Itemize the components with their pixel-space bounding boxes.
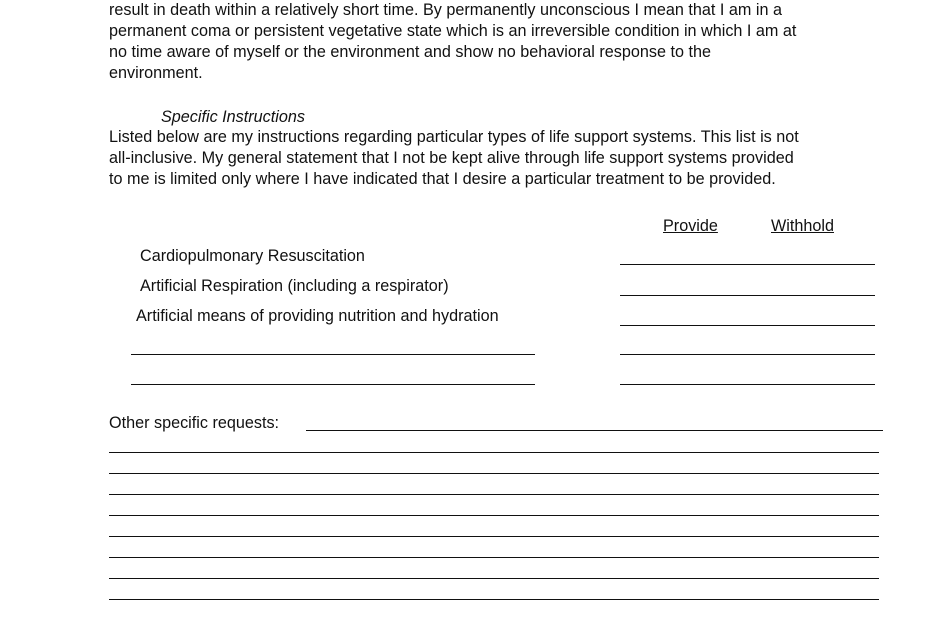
write-in-treatment-line[interactable] bbox=[131, 384, 535, 385]
treatment-respiration: Artificial Respiration (including a respirator) bbox=[140, 277, 449, 295]
other-requests-line[interactable] bbox=[109, 599, 879, 600]
intro-line: no time aware of myself or the environment and show no behavioral response to the bbox=[109, 43, 711, 61]
other-requests-line[interactable] bbox=[109, 515, 879, 516]
write-in-treatment-line[interactable] bbox=[131, 354, 535, 355]
provide-column-header: Provide bbox=[663, 217, 718, 235]
intro-line: environment. bbox=[109, 64, 203, 82]
other-requests-line[interactable] bbox=[109, 578, 879, 579]
other-requests-line[interactable] bbox=[109, 536, 879, 537]
instructions-line: all-inclusive. My general statement that I not be kept alive through life support systems provided bbox=[109, 149, 794, 167]
treatment-cpr: Cardiopulmonary Resuscitation bbox=[140, 247, 365, 265]
specific-instructions-heading: Specific Instructions bbox=[161, 108, 305, 126]
treatment-nutrition: Artificial means of providing nutrition and hydration bbox=[136, 307, 499, 325]
other-requests-line[interactable] bbox=[109, 494, 879, 495]
other-requests-line[interactable] bbox=[109, 473, 879, 474]
instructions-line: Listed below are my instructions regarding particular types of life support systems. This list is not bbox=[109, 128, 799, 146]
intro-paragraph bbox=[109, 0, 899, 84]
specific-instructions-paragraph bbox=[109, 127, 899, 190]
instructions-line: to me is limited only where I have indicated that I desire a particular treatment to be provided. bbox=[109, 170, 776, 188]
withhold-column-header: Withhold bbox=[771, 217, 834, 235]
intro-line: result in death within a relatively short time. By permanently unconscious I mean that I am in a bbox=[109, 1, 783, 19]
intro-line: permanent coma or persistent vegetative state which is an irreversible condition in which I am at bbox=[109, 22, 797, 40]
write-in-answer-line[interactable] bbox=[620, 384, 875, 385]
treatment-nutrition-answer-line[interactable] bbox=[620, 325, 875, 326]
other-requests-label: Other specific requests: bbox=[109, 414, 280, 432]
treatment-respiration-answer-line[interactable] bbox=[620, 295, 875, 296]
other-requests-line[interactable] bbox=[306, 430, 883, 431]
other-requests-line[interactable] bbox=[109, 452, 879, 453]
other-requests-line[interactable] bbox=[109, 557, 879, 558]
treatment-cpr-answer-line[interactable] bbox=[620, 264, 875, 265]
write-in-answer-line[interactable] bbox=[620, 354, 875, 355]
